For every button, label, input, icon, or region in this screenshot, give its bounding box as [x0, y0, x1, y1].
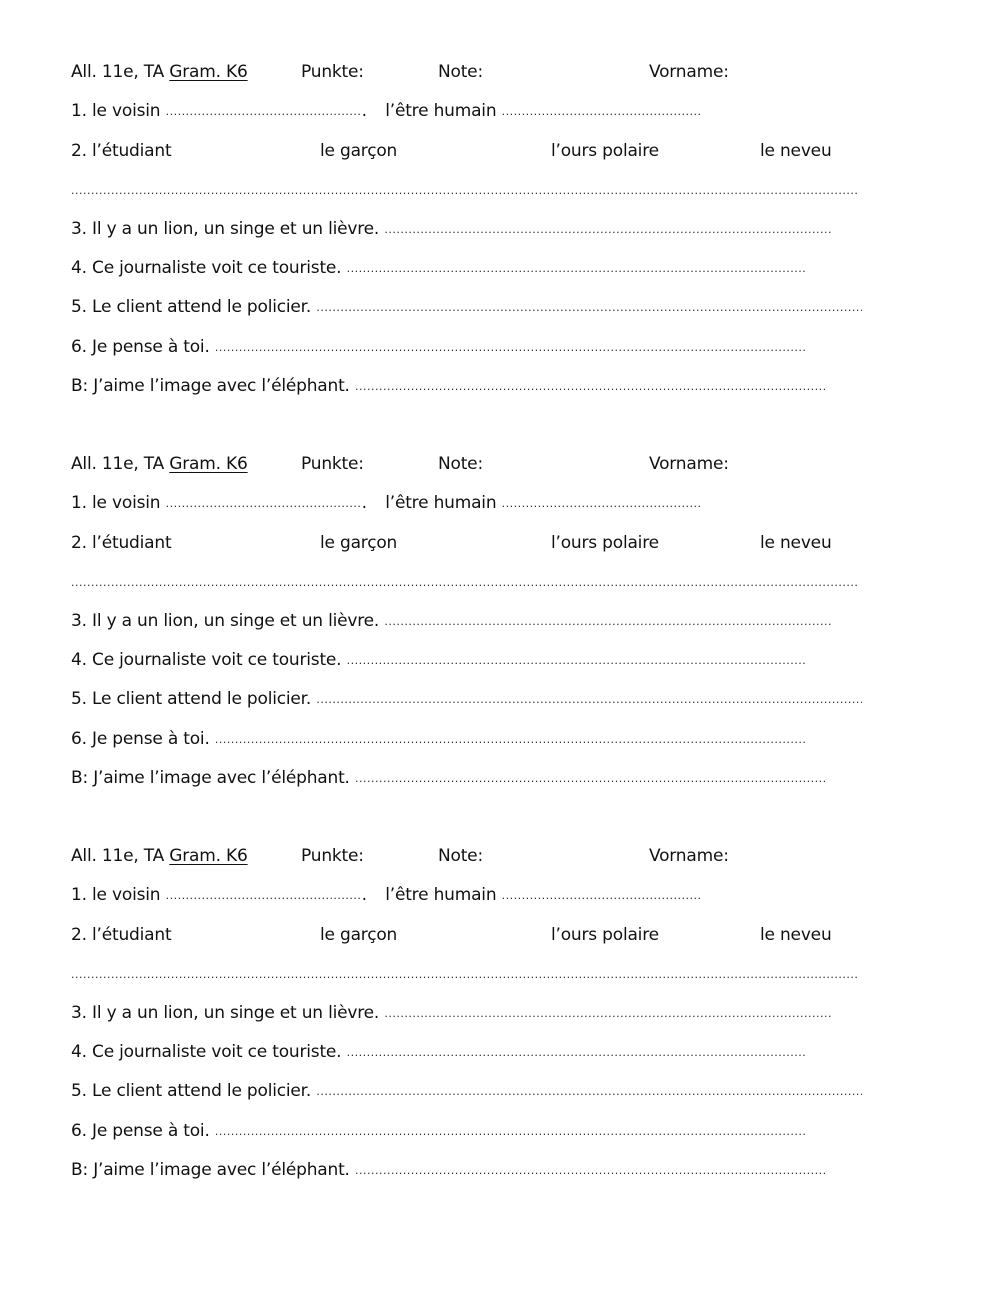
answer-line[interactable] — [384, 1003, 832, 1025]
question-2 — [71, 139, 871, 163]
q2-word-4: le neveu — [760, 925, 832, 945]
q2-word-2: le garçon — [320, 925, 398, 945]
question-3 — [71, 1001, 832, 1025]
qb-text: B: J’aime l’image avec l’éléphant. — [71, 376, 350, 396]
question-b — [71, 374, 827, 398]
firstname-label: Vorname: — [649, 62, 729, 82]
q1-item-a: 1. le voisin — [71, 885, 161, 905]
question-1 — [71, 99, 700, 123]
question-2 — [71, 923, 871, 947]
answer-line[interactable] — [166, 885, 362, 907]
answer-line[interactable] — [166, 493, 362, 515]
q4-text: 4. Ce journaliste voit ce touriste. — [71, 258, 342, 278]
q2-answer-row — [71, 178, 859, 202]
question-3 — [71, 609, 832, 633]
question-6 — [71, 1119, 805, 1143]
q2-word-3: l’ours polaire — [551, 533, 659, 553]
answer-line[interactable] — [215, 1121, 805, 1143]
firstname-label: Vorname: — [649, 846, 729, 866]
quiz-block-3 — [71, 844, 871, 1204]
q1-item-a: 1. le voisin — [71, 101, 161, 121]
answer-line[interactable] — [71, 964, 859, 986]
q2-word-4: le neveu — [760, 141, 832, 161]
grade-label: Note: — [438, 62, 483, 82]
q1-end-mark: . — [361, 493, 367, 513]
question-b — [71, 766, 827, 790]
header-row — [71, 452, 871, 476]
q6-text: 6. Je pense à toi. — [71, 1121, 210, 1141]
q4-text: 4. Ce journaliste voit ce touriste. — [71, 1042, 342, 1062]
question-5 — [71, 1079, 862, 1103]
question-2 — [71, 531, 871, 555]
answer-line[interactable] — [71, 180, 859, 202]
answer-line[interactable] — [355, 376, 827, 398]
answer-line[interactable] — [347, 258, 807, 280]
q1-item-b: l’être humain — [385, 101, 497, 121]
firstname-label: Vorname: — [649, 454, 729, 474]
q3-text: 3. Il y a un lion, un singe et un lièvre. — [71, 219, 380, 239]
q2-word-1: 2. l’étudiant — [71, 533, 172, 553]
q6-text: 6. Je pense à toi. — [71, 337, 210, 357]
course-label: All. 11e, TA — [71, 846, 165, 866]
question-4 — [71, 256, 807, 280]
answer-line[interactable] — [347, 650, 807, 672]
q3-text: 3. Il y a un lion, un singe et un lièvre. — [71, 611, 380, 631]
topic-label: Gram. K6 — [169, 454, 248, 474]
header-row — [71, 60, 871, 84]
question-5 — [71, 687, 862, 711]
answer-line[interactable] — [71, 572, 859, 594]
answer-line[interactable] — [502, 493, 700, 515]
points-label: Punkte: — [301, 846, 364, 866]
question-1 — [71, 883, 700, 907]
question-6 — [71, 335, 805, 359]
grade-label: Note: — [438, 846, 483, 866]
answer-line[interactable] — [355, 768, 827, 790]
answer-line[interactable] — [316, 689, 862, 711]
answer-line[interactable] — [355, 1160, 827, 1182]
q1-item-b: l’être humain — [385, 493, 497, 513]
q5-text: 5. Le client attend le policier. — [71, 1081, 312, 1101]
points-label: Punkte: — [301, 62, 364, 82]
q1-end-mark: . — [361, 885, 367, 905]
question-4 — [71, 648, 807, 672]
answer-line[interactable] — [316, 297, 862, 319]
answer-line[interactable] — [502, 101, 700, 123]
q2-answer-row — [71, 962, 859, 986]
question-6 — [71, 727, 805, 751]
q1-item-a: 1. le voisin — [71, 493, 161, 513]
answer-line[interactable] — [502, 885, 700, 907]
answer-line[interactable] — [347, 1042, 807, 1064]
course-label: All. 11e, TA — [71, 62, 165, 82]
q4-text: 4. Ce journaliste voit ce touriste. — [71, 650, 342, 670]
answer-line[interactable] — [384, 611, 832, 633]
answer-line[interactable] — [215, 337, 805, 359]
q2-word-1: 2. l’étudiant — [71, 141, 172, 161]
q1-end-mark: . — [361, 101, 367, 121]
q3-text: 3. Il y a un lion, un singe et un lièvre. — [71, 1003, 380, 1023]
q1-item-b: l’être humain — [385, 885, 497, 905]
q2-word-2: le garçon — [320, 533, 398, 553]
answer-line[interactable] — [316, 1081, 862, 1103]
q2-word-1: 2. l’étudiant — [71, 925, 172, 945]
question-3 — [71, 217, 832, 241]
q2-word-2: le garçon — [320, 141, 398, 161]
q2-word-3: l’ours polaire — [551, 141, 659, 161]
question-5 — [71, 295, 862, 319]
quiz-block-2 — [71, 452, 871, 812]
qb-text: B: J’aime l’image avec l’éléphant. — [71, 1160, 350, 1180]
answer-line[interactable] — [215, 729, 805, 751]
q2-word-4: le neveu — [760, 533, 832, 553]
topic-label: Gram. K6 — [169, 62, 248, 82]
course-label: All. 11e, TA — [71, 454, 165, 474]
answer-line[interactable] — [384, 219, 832, 241]
answer-line[interactable] — [166, 101, 362, 123]
question-1 — [71, 491, 700, 515]
q2-word-3: l’ours polaire — [551, 925, 659, 945]
q5-text: 5. Le client attend le policier. — [71, 297, 312, 317]
question-b — [71, 1158, 827, 1182]
header-row — [71, 844, 871, 868]
question-4 — [71, 1040, 807, 1064]
grade-label: Note: — [438, 454, 483, 474]
quiz-block-1 — [71, 60, 871, 420]
points-label: Punkte: — [301, 454, 364, 474]
q5-text: 5. Le client attend le policier. — [71, 689, 312, 709]
q2-answer-row — [71, 570, 859, 594]
topic-label: Gram. K6 — [169, 846, 248, 866]
q6-text: 6. Je pense à toi. — [71, 729, 210, 749]
qb-text: B: J’aime l’image avec l’éléphant. — [71, 768, 350, 788]
